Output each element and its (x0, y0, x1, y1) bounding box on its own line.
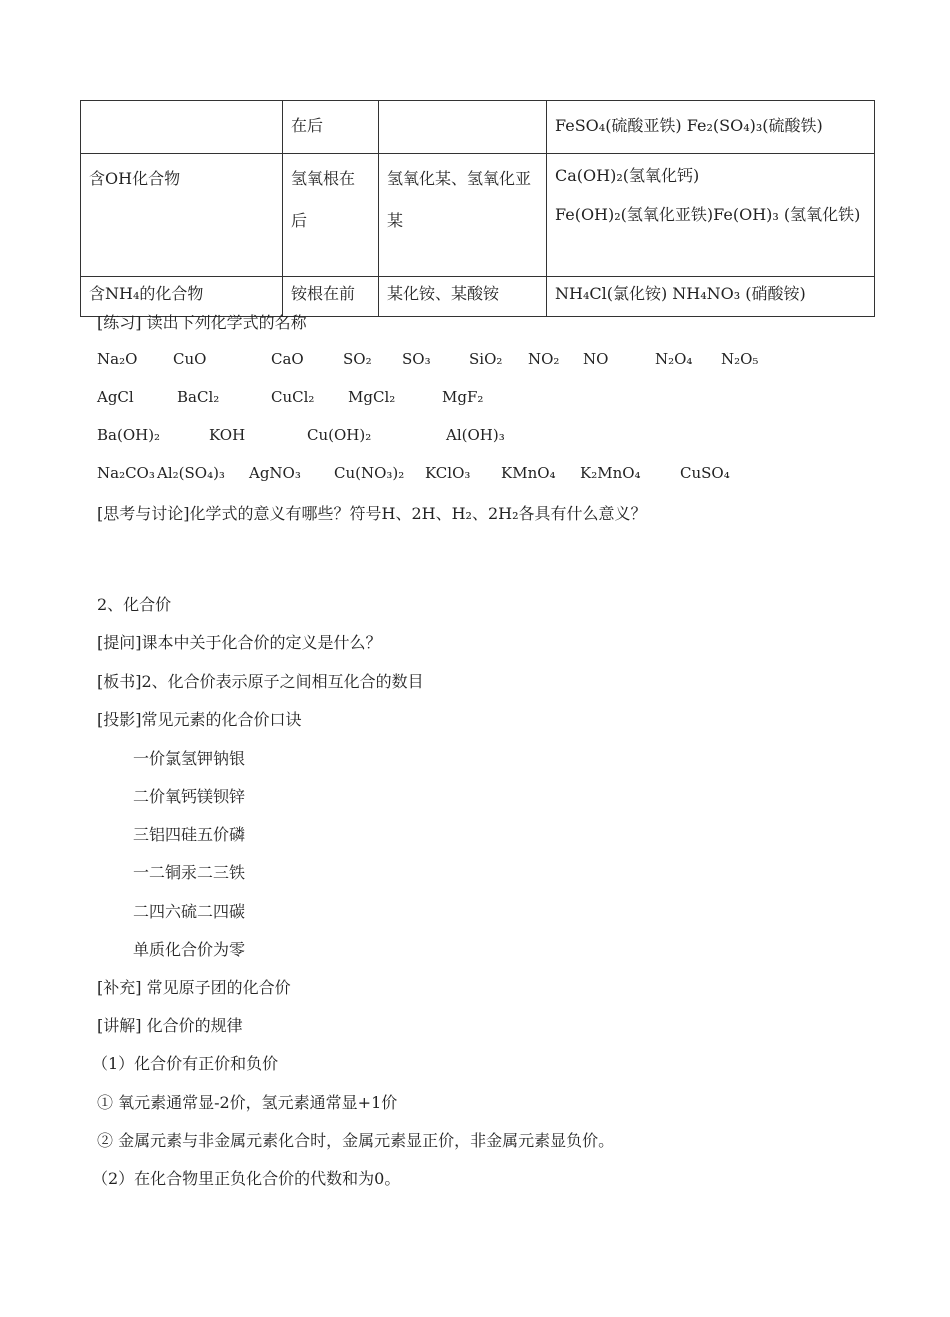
projection-text: [投影]常见元素的化合价口诀 (97, 710, 302, 729)
table-cell: 某化铵、某酸铵 (379, 277, 547, 317)
formula: NO (583, 350, 609, 368)
rule-1: （1）化合价有正价和负价 (92, 1054, 279, 1073)
rhyme-line: 一价氯氢钾钠银 (133, 749, 246, 768)
formula-line: Fe(OH)₂(氢氧化亚铁)Fe(OH)₃ (氢氧化铁) (555, 205, 861, 224)
rule-2: （2）在化合物里正负化合价的代数和为0。 (92, 1169, 401, 1188)
formula: SO₂ (343, 350, 372, 368)
formula: MgCl₂ (348, 388, 396, 406)
table-cell: 氢氧根在后 (283, 154, 379, 277)
table-cell (547, 154, 875, 277)
formula: NO₂ (528, 350, 560, 368)
formula: SO₃ (402, 350, 431, 368)
formula: KOH (209, 426, 246, 444)
table-cell: 在后 (283, 101, 379, 154)
table-row (81, 154, 875, 277)
table-cell (379, 101, 547, 154)
formula: Na₂CO₃ (97, 464, 155, 482)
question-text: [提问]课本中关于化合价的定义是什么？ (97, 633, 382, 652)
rhyme-line: 二价氧钙镁钡锌 (133, 787, 246, 806)
formula: MgF₂ (442, 388, 484, 406)
table-cell: 氢氧化某、氢氧化亚某 (379, 154, 547, 277)
formula: Al(OH)₃ (446, 426, 505, 444)
formula: CuSO₄ (680, 464, 730, 482)
formula: KMnO₄ (501, 464, 556, 482)
formula: BaCl₂ (177, 388, 220, 406)
formula: N₂O₅ (721, 350, 759, 368)
table-cell: FeSO₄(硫酸亚铁) Fe₂(SO₄)₃(硫酸铁) (547, 101, 875, 154)
formula: N₂O₄ (655, 350, 693, 368)
formula: Na₂O (97, 350, 138, 368)
formula: AgNO₃ (249, 464, 301, 482)
table-cell: NH₄Cl(氯化铵) NH₄NO₃ (硝酸铵) (547, 277, 875, 317)
formula: AgCl (97, 388, 134, 406)
rhyme-line: 三铝四硅五价磷 (133, 825, 246, 844)
board-text: [板书]2、化合价表示原子之间相互化合的数目 (97, 672, 424, 691)
formula: CaO (271, 350, 304, 368)
formula: Cu(OH)₂ (307, 426, 372, 444)
lecture-text: [讲解] 化合价的规律 (97, 1016, 243, 1035)
rhyme-line: 单质化合价为零 (133, 940, 246, 959)
formula-line: Ca(OH)₂(氢氧化钙) (555, 166, 700, 185)
formula: KClO₃ (425, 464, 471, 482)
formula: SiO₂ (469, 350, 503, 368)
rhyme-line: 一二铜汞二三铁 (133, 863, 246, 882)
table-cell (81, 101, 283, 154)
formula: CuCl₂ (271, 388, 315, 406)
table-cell: 含OH化合物 (81, 154, 283, 277)
formula: CuO (173, 350, 207, 368)
discussion-question: [思考与讨论]化学式的意义有哪些？符号H、2H、H₂、2H₂各具有什么意义？ (97, 504, 647, 523)
rule-1b: ② 金属元素与非金属元素化合时，金属元素显正价，非金属元素显负价。 (97, 1131, 615, 1150)
naming-rules-table (80, 100, 875, 317)
section-title: 2、化合价 (97, 595, 172, 614)
rhyme-line: 二四六硫二四碳 (133, 902, 246, 921)
formula: Al₂(SO₄)₃ (157, 464, 225, 482)
rule-1a: ① 氧元素通常显-2价，氢元素通常显+1价 (97, 1093, 398, 1112)
formula: Ba(OH)₂ (97, 426, 161, 444)
table-cell: 铵根在前 (283, 277, 379, 317)
practice-heading: [练习] 读出下列化学式的名称 (97, 313, 307, 332)
table-cell: 含NH₄的化合物 (81, 277, 283, 317)
formula: K₂MnO₄ (580, 464, 641, 482)
formula: Cu(NO₃)₂ (334, 464, 405, 482)
supplement-text: [补充] 常见原子团的化合价 (97, 978, 291, 997)
table-row (81, 101, 875, 154)
